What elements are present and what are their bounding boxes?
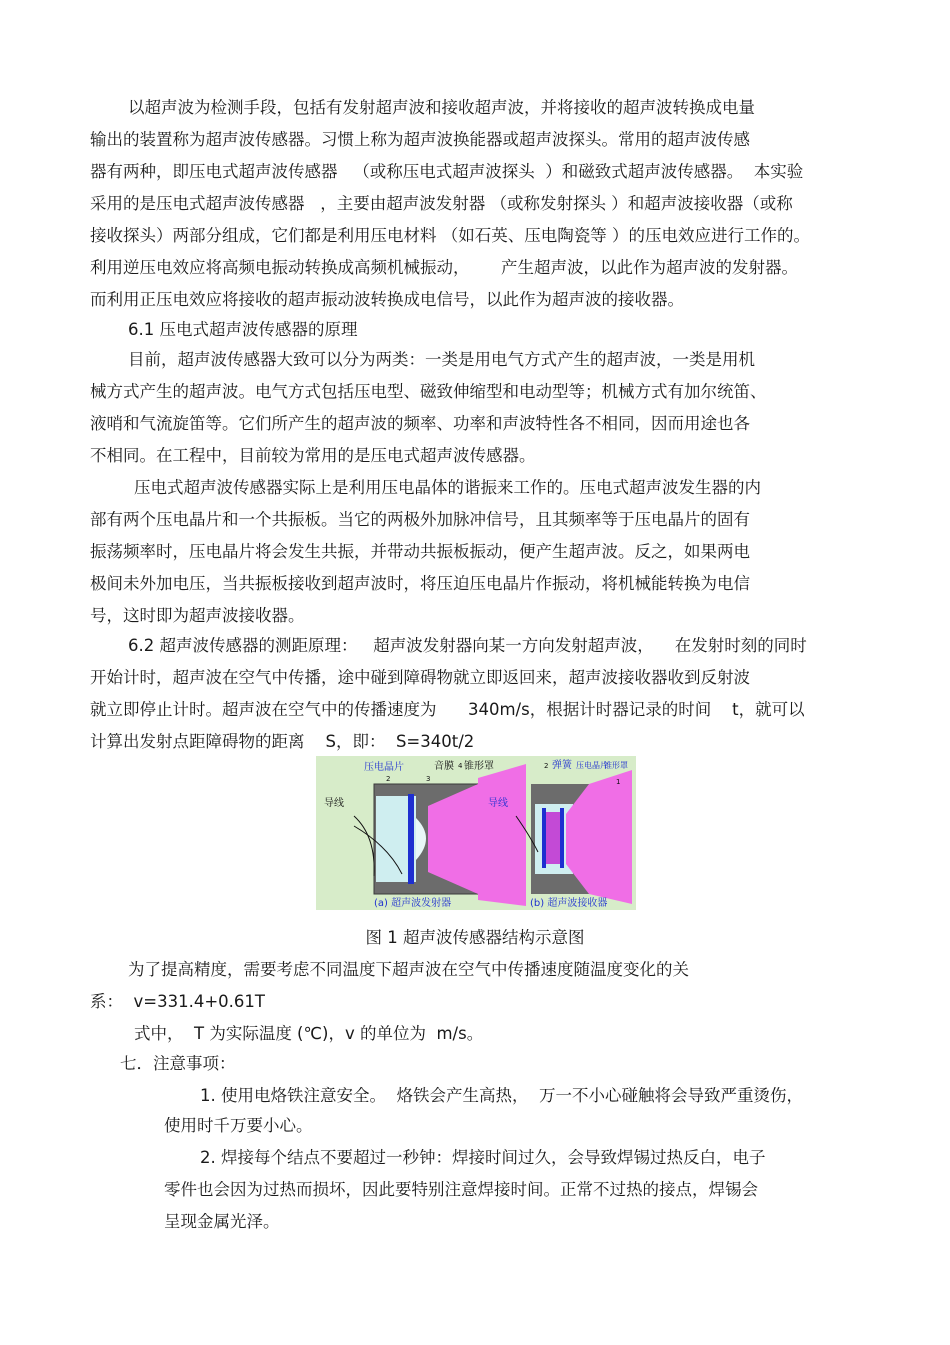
text-line: 式中， T 为实际温度 (℃)，v 的单位为 m/s。	[134, 1024, 484, 1043]
label-wire-a: 导线	[324, 798, 344, 809]
label-wire-b: 导线	[488, 798, 508, 809]
label-num: 2	[544, 762, 549, 770]
caption-b: (b) 超声波接收器	[530, 898, 608, 909]
text-line: 接收探头）两部分组成，它们都是利用压电材料 （如石英、压电陶瓷等 ）的压电效应进行工作的。	[90, 226, 810, 245]
text-line: 6.2 超声波传感器的测距原理： 超声波发射器向某一方向发射超声波， 在发射时刻的同时	[128, 636, 807, 655]
label-num: 3	[426, 775, 431, 783]
label-cone-a: 锥形罩	[464, 761, 494, 772]
transmitter-diagram	[354, 764, 526, 906]
note-item: 零件也会因为过热而损坏，因此要特别注意焊接时间。正常不过热的接点，焊锡会	[164, 1180, 758, 1199]
text-line: 号，这时即为超声波接收器。	[90, 606, 305, 625]
text-line: 部有两个压电晶片和一个共振板。当它的两极外加脉冲信号，且其频率等于压电晶片的固有	[90, 510, 750, 529]
text-line: 目前，超声波传感器大致可以分为两类：一类是用电气方式产生的超声波，一类是用机	[128, 350, 755, 369]
label-piezo-b: 压电晶片	[576, 761, 608, 770]
note-item: 2. 焊接每个结点不要超过一秒钟：焊接时间过久，会导致焊锡过热反白，电子	[200, 1148, 766, 1167]
text-line: 采用的是压电式超声波传感器 ，主要由超声波发射器 （或称发射探头 ）和超声波接收器（或称	[90, 194, 793, 213]
label-num: 1	[616, 778, 621, 786]
text-line: 就立即停止计时。超声波在空气中的传播速度为 340m/s，根据计时器记录的时间 t，就可以	[90, 700, 805, 719]
label-num: 2	[386, 775, 391, 783]
text-line: 振荡频率时，压电晶片将会发生共振，并带动共振板振动，便产生超声波。反之，如果两电	[90, 542, 750, 561]
text-line: 压电式超声波传感器实际上是利用压电晶体的谐振来工作的。压电式超声波发生器的内	[134, 478, 761, 497]
text-line: 而利用正压电效应将接收的超声振动波转换成电信号，以此作为超声波的接收器。	[90, 290, 684, 309]
label-cone-b: 锥形罩	[604, 761, 628, 770]
caption-a: (a) 超声波发射器	[374, 898, 452, 909]
note-item: 1. 使用电烙铁注意安全。 烙铁会产生高热， 万一不小心碰触将会导致严重烫伤，	[200, 1086, 803, 1105]
text-line: 不相同。在工程中，目前较为常用的是压电式超声波传感器。	[90, 446, 536, 465]
text-line: 以超声波为检测手段，包括有发射超声波和接收超声波，并将接收的超声波转换成电量	[128, 98, 755, 117]
text-line: 开始计时，超声波在空气中传播，途中碰到障碍物就立即返回来，超声波接收器收到反射波	[90, 668, 750, 687]
note-item: 呈现金属光泽。	[164, 1212, 280, 1231]
ultrasonic-sensor-figure	[316, 756, 636, 910]
text-line: 器有两种，即压电式超声波传感器 （或称压电式超声波探头 ）和磁致式超声波传感器。 本实验	[90, 162, 804, 181]
text-line: 为了提高精度，需要考虑不同温度下超声波在空气中传播速度随温度变化的关	[128, 960, 689, 979]
label-diaphragm: 音膜	[434, 761, 454, 772]
text-line: 液哨和气流旋笛等。它们所产生的超声波的频率、功率和声波特性各不相同，因而用途也各	[90, 414, 750, 433]
section-heading-6-1: 6.1 压电式超声波传感器的原理	[128, 320, 358, 339]
text-line: 极间未外加电压，当共振板接收到超声波时，将压迫压电晶片作振动，将机械能转换为电信	[90, 574, 750, 593]
label-num: 4	[458, 762, 463, 770]
section-heading-notes: 七．注意事项：	[120, 1054, 236, 1073]
text-line: 系： v=331.4+0.61T	[90, 992, 265, 1011]
note-item: 使用时千万要小心。	[164, 1116, 313, 1135]
text-line: 械方式产生的超声波。电气方式包括压电型、磁致伸缩型和电动型等；机械方式有加尔统笛、	[90, 382, 767, 401]
text-line: 计算出发射点距障碍物的距离 S，即： S=340t/2	[90, 732, 475, 751]
figure-caption: 图 1 超声波传感器结构示意图	[365, 928, 585, 947]
text-line: 输出的装置称为超声波传感器。习惯上称为超声波换能器或超声波探头。常用的超声波传感	[90, 130, 750, 149]
label-spring: 弹簧	[552, 760, 572, 771]
receiver-diagram	[516, 770, 632, 904]
label-piezo-a: 压电晶片	[364, 762, 404, 773]
text-line: 利用逆压电效应将高频电振动转换成高频机械振动， 产生超声波，以此作为超声波的发射器。	[90, 258, 798, 277]
